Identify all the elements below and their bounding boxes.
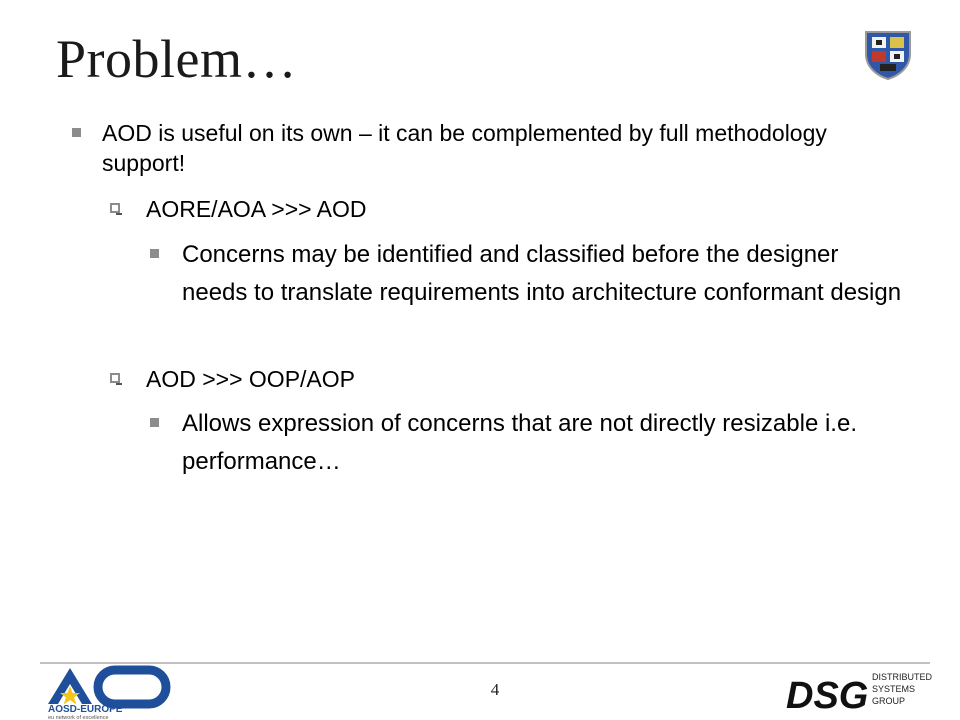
dsg-logo bbox=[786, 668, 933, 717]
bullet-level2 bbox=[146, 364, 906, 394]
bullet-level3 bbox=[182, 405, 902, 481]
logo-brand-text: AOSD-EUROPE bbox=[48, 704, 123, 715]
page-number: 4 bbox=[490, 680, 500, 699]
bullet-text: Allows expression of concerns that are not directly resizable i.e. performance… bbox=[182, 410, 857, 475]
bullet-checkbox-icon bbox=[110, 203, 120, 213]
dsg-line2-text: SYSTEMS bbox=[872, 684, 916, 694]
bullet-text: Concerns may be identified and classified before the designer needs to translate requirements into architecture conformant design bbox=[182, 241, 902, 306]
bullet-level3 bbox=[182, 236, 902, 312]
bullet-text: AOD >>> OOP/AOP bbox=[146, 366, 355, 392]
dsg-line3-text: GROUP bbox=[872, 696, 906, 706]
bullet-level1 bbox=[102, 118, 902, 178]
bullet-text: AORE/AOA >>> AOD bbox=[146, 196, 367, 222]
bullet-square-icon bbox=[150, 249, 159, 258]
bullet-square-icon bbox=[72, 128, 81, 137]
bullet-level2 bbox=[146, 194, 906, 224]
dsg-line1-text: DISTRIBUTED bbox=[872, 672, 933, 682]
bullet-square-icon bbox=[150, 418, 159, 427]
slide-title: Problem… bbox=[56, 29, 297, 89]
aosd-europe-logo bbox=[42, 664, 182, 720]
dsg-mark-text: DSG bbox=[786, 675, 869, 717]
bullet-text: AOD is useful on its own – it can be complemented by full methodology support! bbox=[102, 120, 827, 176]
bullet-checkbox-icon bbox=[110, 373, 120, 383]
logo-tagline-text: eu network of excellence bbox=[48, 715, 109, 720]
